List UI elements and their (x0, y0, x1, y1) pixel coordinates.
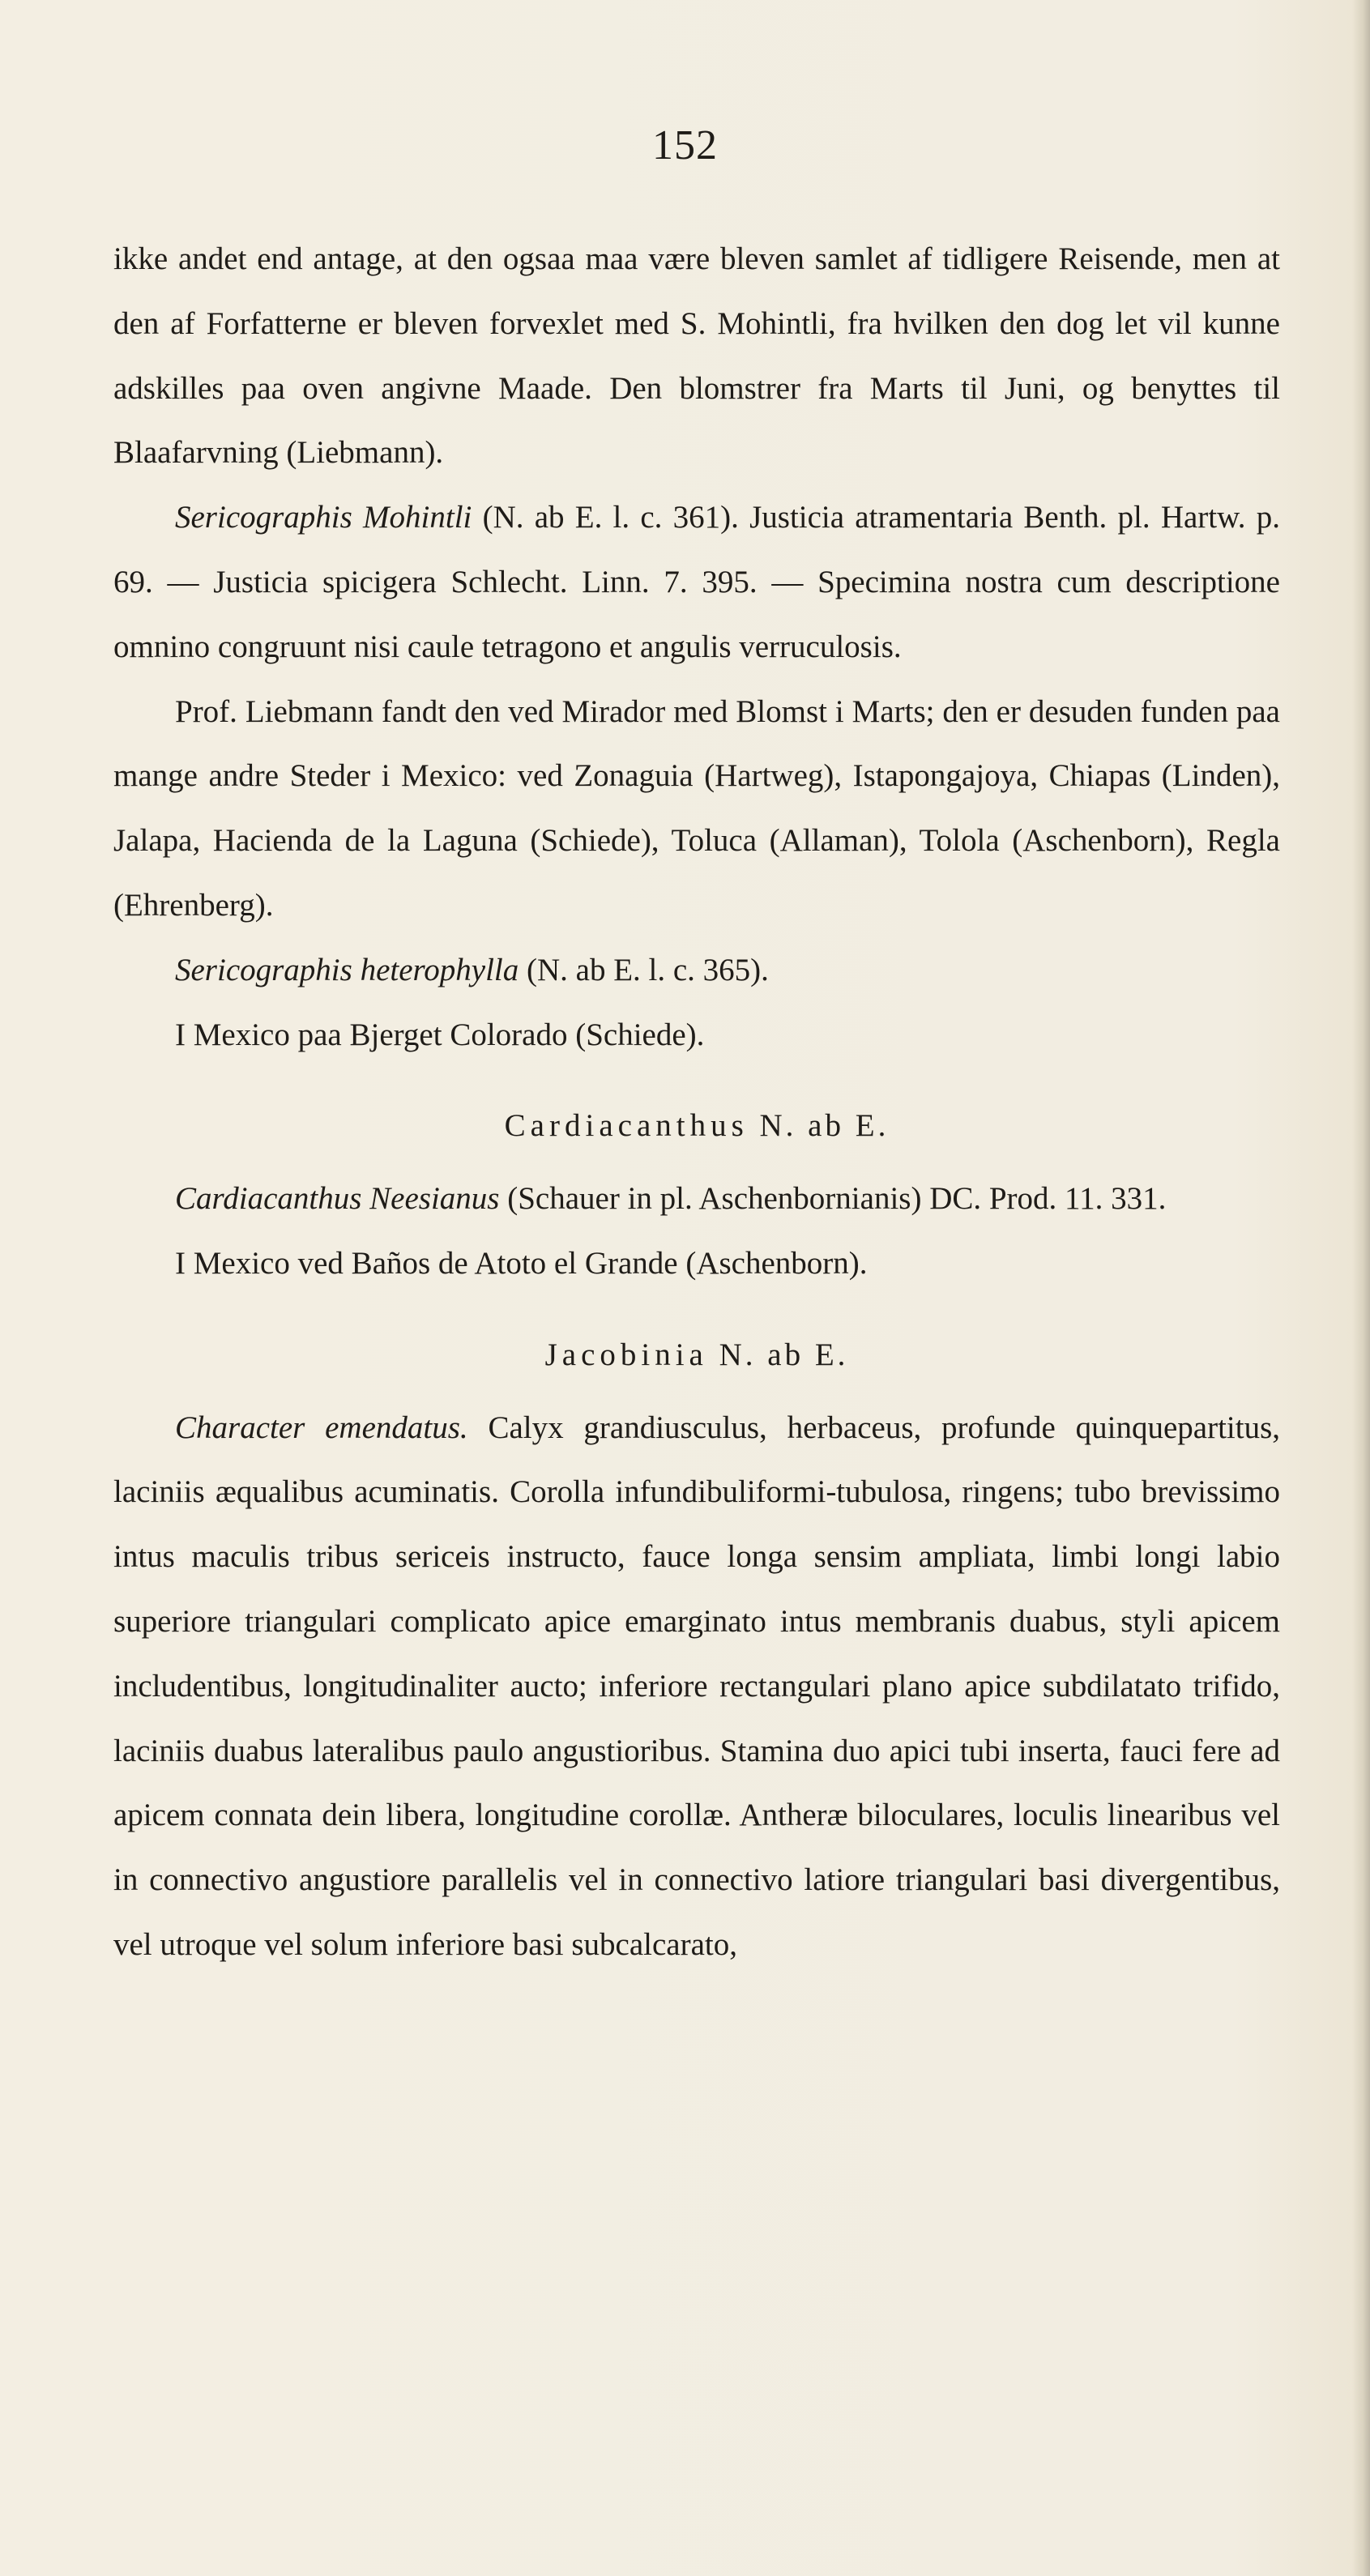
genus-heading (113, 1094, 1280, 1158)
paragraph (113, 1231, 1280, 1296)
paragraph (113, 1003, 1280, 1068)
text-run: (N. ab E. l. c. 361). Justicia atramentaria Benth. pl. Hartw. p. 69. — Justicia spicigera Schlecht. Linn. 7. 395. — Specimina nostra cum descriptione omnino congruunt nisi caule tetragono et angulis verruculosis. (113, 500, 1280, 664)
text-run: Calyx grandiusculus, herbaceus, profunde quinquepartitus, laciniis æqualibus acuminatis. Corolla infundibuliformi-tubulosa, ringens; tubo brevissimo intus maculis tribus sericeis instructo, fauce longa sensim ampliata, limbi longi labio superiore triangulari complicato apice emarginato intus membranis duabus, styli apicem includentibus, longitudinaliter aucto; inferiore rectangulari plano apice subdilatato trifido, laciniis duabus lateralibus paulo angustioribus. Stamina duo apici tubi inserta, fauci fere ad apicem connata dein libera, longitudine corollæ. Antheræ biloculares, loculis linearibus vel in connectivo angustiore parallelis vel in connectivo latiore triangulari basi divergentibus, vel utroque vel solum inferiore basi subcalcarato, (113, 1410, 1281, 1962)
italic-taxon-name: Cardiacanthus Neesianus (175, 1181, 500, 1217)
italic-taxon-name: Sericographis heterophylla (175, 952, 519, 987)
text-run: I Mexico ved Baños de Atoto el Grande (Aschenborn). (175, 1245, 868, 1281)
page-edge-shadow (1352, 0, 1370, 2576)
paragraph (113, 680, 1280, 938)
text-run: I Mexico paa Bjerget Colorado (Schiede). (175, 1017, 705, 1052)
page-text (113, 227, 1280, 1977)
genus-author: N. ab E. (759, 1108, 890, 1144)
page-number: 152 (652, 122, 718, 168)
text-run: (Schauer in pl. Aschenbornianis) DC. Prod. 11. 331. (499, 1181, 1167, 1217)
paragraph (113, 485, 1280, 679)
paragraph (113, 1396, 1280, 1977)
paragraph (113, 227, 1280, 485)
genus-name: Jacobinia (544, 1337, 708, 1372)
genus-name: Cardiacanthus (504, 1108, 749, 1144)
paragraph (113, 1166, 1280, 1231)
genus-author: N. ab E. (719, 1337, 849, 1372)
text-run: ikke andet end antage, at den ogsaa maa være bleven samlet af tidligere Reisende, men at den af Forfatterne er bleven forvexlet med S. Mohintli, fra hvilken den dog let vil kunne adskilles paa oven angivne Maade. Den blomstrer fra Marts til Juni, og benyttes til Blaafarvning (Liebmann). (113, 241, 1280, 471)
italic-taxon-name: Character emendatus. (175, 1410, 468, 1445)
italic-taxon-name: Sericographis Mohintli (175, 500, 472, 535)
text-run: Prof. Liebmann fandt den ved Mirador med Blomst i Marts; den er desuden funden paa mange andre Steder i Mexico: ved Zonaguia (Hartweg), Istapongajoya, Chiapas (Linden), Jalapa, Hacienda de la Laguna (Schiede), Toluca (Allaman), Tolola (Aschenborn), Regla (Ehrenberg). (113, 693, 1280, 923)
genus-heading (113, 1323, 1280, 1388)
paragraph (113, 938, 1280, 1003)
text-run: (N. ab E. l. c. 365). (519, 952, 769, 987)
